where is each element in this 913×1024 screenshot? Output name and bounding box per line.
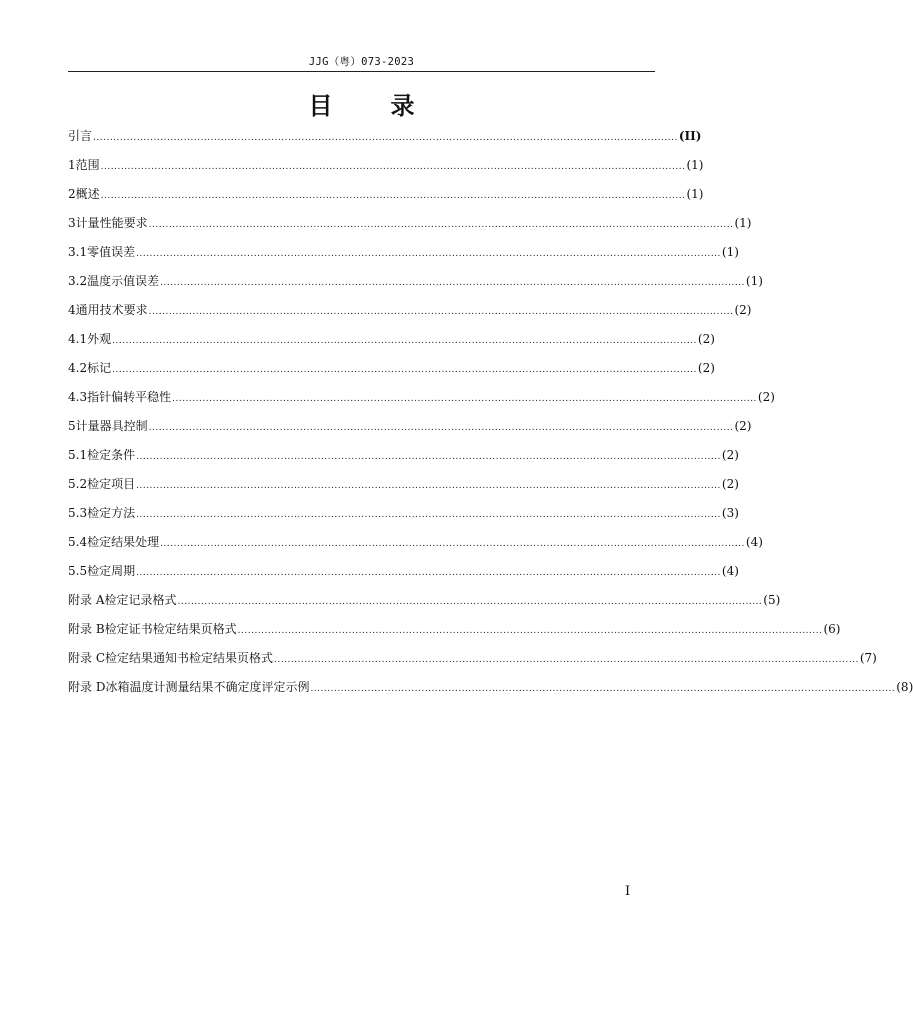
toc-entry-title: 检定结果通知书检定结果页格式 bbox=[105, 651, 274, 665]
toc-entry-title: 检定方法 bbox=[87, 506, 136, 520]
toc-entry-page: (4) bbox=[745, 535, 763, 549]
toc-leader: .............................................................................................................................................................................. bbox=[310, 684, 896, 694]
toc-entry-number: 2 bbox=[68, 187, 76, 201]
toc-leader: .............................................................................................................................................................................. bbox=[136, 481, 721, 491]
toc-entry-title: 检定条件 bbox=[87, 448, 136, 462]
toc-entry[interactable] bbox=[68, 151, 704, 180]
toc-entry-page: (1) bbox=[721, 245, 739, 259]
toc-entry-number: 3 bbox=[68, 216, 76, 230]
toc-entry[interactable] bbox=[68, 615, 841, 644]
toc-entry-page: (2) bbox=[721, 477, 739, 491]
toc-leader: .............................................................................................................................................................................. bbox=[112, 336, 697, 346]
toc-entry[interactable] bbox=[68, 644, 877, 673]
toc-entry-title: 检定结果处理 bbox=[87, 535, 160, 549]
toc-leader: .............................................................................................................................................................................. bbox=[136, 249, 721, 259]
toc-entry[interactable] bbox=[68, 180, 704, 209]
header-rule bbox=[68, 71, 655, 72]
toc-entry-title: 概述 bbox=[75, 187, 100, 201]
toc-entry-title: 检定周期 bbox=[87, 564, 136, 578]
toc-leader: .............................................................................................................................................................................. bbox=[100, 162, 686, 172]
page-number: I bbox=[625, 884, 631, 899]
toc-entry-number: 5.4 bbox=[68, 535, 88, 549]
toc-leader: .............................................................................................................................................................................. bbox=[160, 278, 745, 288]
toc-entry-title: 计量器具控制 bbox=[75, 419, 148, 433]
toc-entry-number: 5.1 bbox=[68, 448, 88, 462]
toc-entry[interactable] bbox=[68, 238, 739, 267]
toc-entry-title: 指针偏转平稳性 bbox=[87, 390, 172, 404]
toc-leader: .............................................................................................................................................................................. bbox=[136, 452, 721, 462]
toc-entry-number: 4.2 bbox=[68, 361, 88, 375]
toc-entry-page: (1) bbox=[734, 216, 752, 230]
toc-leader: .............................................................................................................................................................................. bbox=[93, 133, 678, 143]
toc-entry-title: 范围 bbox=[75, 158, 100, 172]
toc-entry-page: (1) bbox=[745, 274, 763, 288]
toc-entry-title: 标记 bbox=[87, 361, 112, 375]
toc-entry-title: 外观 bbox=[87, 332, 112, 346]
toc-entry[interactable] bbox=[68, 470, 739, 499]
toc-entry-title: 通用技术要求 bbox=[75, 303, 148, 317]
toc-entry[interactable] bbox=[68, 122, 702, 151]
toc-entry-title: 引言 bbox=[68, 129, 93, 143]
toc-entry-title: 零值误差 bbox=[87, 245, 136, 259]
title-char-1: 目 bbox=[308, 92, 333, 120]
toc-entry-title: 检定项目 bbox=[87, 477, 136, 491]
toc-entry-page: (4) bbox=[721, 564, 739, 578]
toc-entry-page: (1) bbox=[686, 158, 704, 172]
toc-entry-page: (2) bbox=[757, 390, 775, 404]
toc-leader: .............................................................................................................................................................................. bbox=[274, 655, 859, 665]
toc-entry-number: 附录 C bbox=[68, 651, 105, 665]
toc-entry[interactable] bbox=[68, 296, 752, 325]
toc-entry-number: 1 bbox=[68, 158, 76, 172]
toc-leader: .............................................................................................................................................................................. bbox=[160, 539, 745, 549]
toc-entry[interactable] bbox=[68, 209, 752, 238]
toc-entry[interactable] bbox=[68, 441, 739, 470]
toc-entry-page: (2) bbox=[697, 332, 715, 346]
table-of-contents bbox=[68, 122, 913, 702]
toc-entry[interactable] bbox=[68, 499, 739, 528]
toc-entry-title: 计量性能要求 bbox=[75, 216, 148, 230]
toc-entry-number: 3.2 bbox=[68, 274, 88, 288]
toc-entry[interactable] bbox=[68, 557, 739, 586]
document-code-header: JJG（粤）073-2023 bbox=[308, 56, 415, 68]
toc-entry-page: (2) bbox=[697, 361, 715, 375]
toc-leader: .............................................................................................................................................................................. bbox=[136, 568, 721, 578]
toc-entry-page: (8) bbox=[896, 680, 913, 694]
toc-entry-title: 冰箱温度计测量结果不确定度评定示例 bbox=[105, 680, 310, 694]
toc-entry-number: 4.3 bbox=[68, 390, 88, 404]
toc-leader: .............................................................................................................................................................................. bbox=[148, 220, 734, 230]
toc-entry-title: 检定记录格式 bbox=[104, 593, 177, 607]
toc-entry-title: 检定证书检定结果页格式 bbox=[104, 622, 237, 636]
toc-leader: .............................................................................................................................................................................. bbox=[177, 597, 763, 607]
toc-entry[interactable] bbox=[68, 383, 775, 412]
toc-entry[interactable] bbox=[68, 586, 781, 615]
toc-entry-page: (2) bbox=[721, 448, 739, 462]
toc-entry-number: 4 bbox=[68, 303, 76, 317]
toc-entry-page: (1) bbox=[686, 187, 704, 201]
toc-entry-page: (II) bbox=[678, 129, 702, 143]
toc-entry-number: 附录 D bbox=[68, 680, 106, 694]
toc-entry-page: (2) bbox=[734, 303, 752, 317]
toc-entry-page: (2) bbox=[734, 419, 752, 433]
toc-leader: .............................................................................................................................................................................. bbox=[100, 191, 686, 201]
toc-leader: .............................................................................................................................................................................. bbox=[136, 510, 721, 520]
toc-entry-number: 3.1 bbox=[68, 245, 88, 259]
toc-entry[interactable] bbox=[68, 354, 715, 383]
toc-entry[interactable] bbox=[68, 412, 752, 441]
toc-entry[interactable] bbox=[68, 673, 913, 702]
toc-entry-title: 温度示值误差 bbox=[87, 274, 160, 288]
page-title bbox=[68, 86, 655, 121]
toc-leader: .............................................................................................................................................................................. bbox=[148, 307, 734, 317]
toc-entry-number: 5 bbox=[68, 419, 76, 433]
toc-entry-page: (7) bbox=[859, 651, 877, 665]
toc-entry[interactable] bbox=[68, 325, 715, 354]
toc-entry-page: (6) bbox=[823, 622, 841, 636]
toc-entry[interactable] bbox=[68, 267, 763, 296]
toc-entry-number: 5.3 bbox=[68, 506, 88, 520]
toc-leader: .............................................................................................................................................................................. bbox=[237, 626, 823, 636]
toc-leader: .............................................................................................................................................................................. bbox=[172, 394, 757, 404]
toc-leader: .............................................................................................................................................................................. bbox=[112, 365, 697, 375]
toc-entry-number: 5.5 bbox=[68, 564, 88, 578]
toc-entry-number: 附录 A bbox=[68, 593, 105, 607]
toc-entry-number: 5.2 bbox=[68, 477, 88, 491]
toc-entry-page: (3) bbox=[721, 506, 739, 520]
toc-entry-number: 4.1 bbox=[68, 332, 88, 346]
toc-entry-number: 附录 B bbox=[68, 622, 105, 636]
toc-leader: .............................................................................................................................................................................. bbox=[148, 423, 734, 433]
title-char-2: 录 bbox=[390, 92, 415, 120]
toc-entry[interactable] bbox=[68, 528, 763, 557]
toc-entry-page: (5) bbox=[763, 593, 781, 607]
